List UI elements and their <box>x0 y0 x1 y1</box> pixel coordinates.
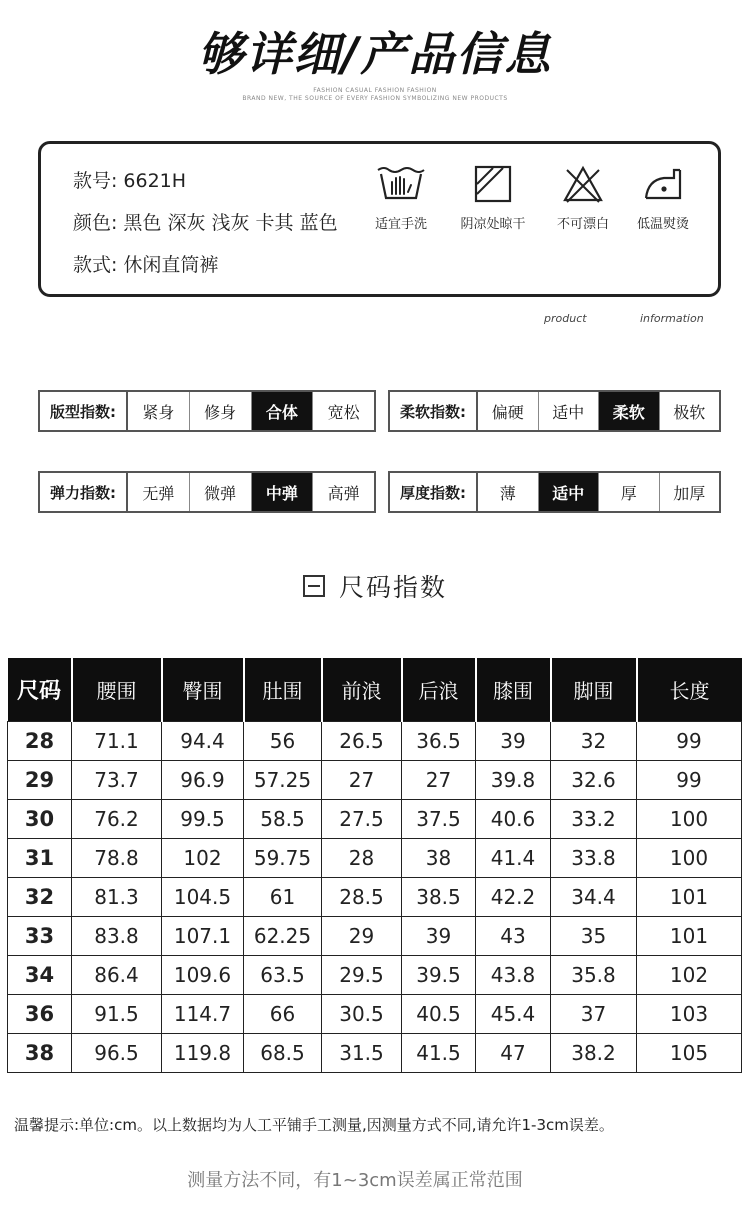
softness-option-soft: 柔软 <box>599 392 660 430</box>
size-cell: 38 <box>8 1033 72 1072</box>
table-row <box>8 955 742 994</box>
measurement-cell: 40.5 <box>402 994 476 1033</box>
measurement-cell: 101 <box>637 916 742 955</box>
measurement-cell: 35 <box>551 916 637 955</box>
measurement-cell: 102 <box>637 955 742 994</box>
thickness-index-scale <box>388 471 721 513</box>
subtitle-line-1: FASHION CASUAL FASHION FASHION <box>313 87 437 94</box>
type-line <box>73 250 218 277</box>
type-value: 休闲直筒裤 <box>123 254 219 276</box>
size-table-header-cell: 膝围 <box>476 658 551 721</box>
size-table-header-cell: 肚围 <box>244 658 322 721</box>
measurement-cell: 56 <box>244 721 322 760</box>
thickness-option-thick: 厚 <box>599 473 660 511</box>
measurement-cell: 43.8 <box>476 955 551 994</box>
measurement-cell: 27.5 <box>322 799 402 838</box>
elasticity-option-medium: 中弹 <box>252 473 314 511</box>
product-word: product <box>544 312 587 325</box>
measurement-cell: 38.2 <box>551 1033 637 1072</box>
measurement-cell: 38 <box>402 838 476 877</box>
care-hand-wash <box>361 164 441 232</box>
size-cell: 32 <box>8 877 72 916</box>
size-table-header-cell: 脚围 <box>551 658 637 721</box>
style-number-value: 6621H <box>123 170 187 192</box>
measurement-cell: 37.5 <box>402 799 476 838</box>
measurement-cell: 32.6 <box>551 760 637 799</box>
measurement-cell: 27 <box>402 760 476 799</box>
measurement-cell: 86.4 <box>72 955 162 994</box>
elasticity-option-none: 无弹 <box>128 473 190 511</box>
measurement-cell: 31.5 <box>322 1033 402 1072</box>
table-row <box>8 877 742 916</box>
measurement-cell: 59.75 <box>244 838 322 877</box>
fit-index-title: 版型指数: <box>40 392 128 430</box>
measurement-cell: 43 <box>476 916 551 955</box>
page-title: 够详细/产品信息 <box>197 27 553 81</box>
color-label: 颜色: <box>73 212 118 234</box>
measurement-cell: 81.3 <box>72 877 162 916</box>
measurement-cell: 100 <box>637 838 742 877</box>
elasticity-index-scale <box>38 471 376 513</box>
measurement-cell: 58.5 <box>244 799 322 838</box>
color-line <box>73 208 338 235</box>
measurement-cell: 73.7 <box>72 760 162 799</box>
measurement-cell: 34.4 <box>551 877 637 916</box>
care-label-low-iron: 低温熨烫 <box>636 217 689 232</box>
size-table-header-cell: 前浪 <box>322 658 402 721</box>
size-section-title: 尺码指数 <box>338 573 447 602</box>
table-row <box>8 799 742 838</box>
size-cell: 31 <box>8 838 72 877</box>
measurement-cell: 33.2 <box>551 799 637 838</box>
thickness-index-title: 厚度指数: <box>390 473 478 511</box>
measurement-cell: 28.5 <box>322 877 402 916</box>
measurement-tip: 温馨提示:单位:cm。以上数据均为人工平铺手工测量,因测量方式不同,请允许1-3cm误差。 <box>14 1116 614 1134</box>
measurement-cell: 29 <box>322 916 402 955</box>
measurement-cell: 27 <box>322 760 402 799</box>
table-row <box>8 994 742 1033</box>
measurement-cell: 66 <box>244 994 322 1033</box>
measurement-cell: 37 <box>551 994 637 1033</box>
table-row <box>8 760 742 799</box>
measurement-cell: 47 <box>476 1033 551 1072</box>
size-cell: 33 <box>8 916 72 955</box>
size-table-header-cell: 后浪 <box>402 658 476 721</box>
measurement-cell: 96.9 <box>162 760 244 799</box>
measurement-cell: 41.4 <box>476 838 551 877</box>
fit-index-scale <box>38 390 376 432</box>
fit-option-regular: 合体 <box>252 392 314 430</box>
measurement-cell: 99.5 <box>162 799 244 838</box>
care-label-hand-wash: 适宜手洗 <box>374 217 427 232</box>
measurement-cell: 32 <box>551 721 637 760</box>
measurement-cell: 100 <box>637 799 742 838</box>
size-table-header-cell: 腰围 <box>72 658 162 721</box>
color-value: 黑色 深灰 浅灰 卡其 蓝色 <box>123 212 338 234</box>
no-bleach-icon <box>561 164 605 204</box>
elasticity-option-high: 高弹 <box>327 483 360 503</box>
softness-option-very-soft: 极软 <box>673 402 706 422</box>
measurement-cell: 103 <box>637 994 742 1033</box>
style-number-label: 款号: <box>73 170 118 192</box>
thickness-option-thin: 薄 <box>478 473 539 511</box>
measurement-cell: 39 <box>476 721 551 760</box>
size-table-header-cell: 长度 <box>637 658 742 721</box>
measurement-cell: 68.5 <box>244 1033 322 1072</box>
measurement-cell: 94.4 <box>162 721 244 760</box>
softness-option-medium: 适中 <box>539 392 600 430</box>
thickness-option-medium: 适中 <box>539 473 600 511</box>
measurement-cell: 91.5 <box>72 994 162 1033</box>
size-cell: 28 <box>8 721 72 760</box>
thickness-option-extra-thick: 加厚 <box>673 483 706 503</box>
measurement-cell: 61 <box>244 877 322 916</box>
dry-in-shade-icon <box>473 164 513 204</box>
subtitle-line-2: BRAND NEW, THE SOURCE OF EVERY FASHION SYMBOLIZING NEW PRODUCTS <box>242 95 508 102</box>
fit-option-skinny: 紧身 <box>128 392 190 430</box>
care-low-iron <box>623 164 703 232</box>
measurement-cell: 30.5 <box>322 994 402 1033</box>
measurement-cell: 33.8 <box>551 838 637 877</box>
measurement-cell: 57.25 <box>244 760 322 799</box>
information-word: information <box>640 312 704 325</box>
minus-box-icon <box>303 575 325 597</box>
fit-option-loose: 宽松 <box>327 402 360 422</box>
size-table-header-cell: 尺码 <box>8 658 72 721</box>
measurement-cell: 26.5 <box>322 721 402 760</box>
measurement-cell: 36.5 <box>402 721 476 760</box>
page-subtitle <box>0 87 750 103</box>
size-cell: 30 <box>8 799 72 838</box>
size-cell: 34 <box>8 955 72 994</box>
measurement-cell: 101 <box>637 877 742 916</box>
measurement-cell: 35.8 <box>551 955 637 994</box>
size-cell: 29 <box>8 760 72 799</box>
softness-index-title: 柔软指数: <box>390 392 478 430</box>
table-row <box>8 838 742 877</box>
measurement-cell: 42.2 <box>476 877 551 916</box>
measurement-cell: 45.4 <box>476 994 551 1033</box>
size-table <box>7 658 742 1073</box>
type-label: 款式: <box>73 254 118 276</box>
care-no-bleach <box>543 164 623 232</box>
measurement-cell: 107.1 <box>162 916 244 955</box>
table-row <box>8 916 742 955</box>
elasticity-option-slight: 微弹 <box>190 473 252 511</box>
measurement-cell: 63.5 <box>244 955 322 994</box>
measurement-cell: 96.5 <box>72 1033 162 1072</box>
error-range-note: 测量方法不同，有1~3cm误差属正常范围 <box>187 1170 523 1191</box>
measurement-cell: 71.1 <box>72 721 162 760</box>
product-info-box <box>38 141 721 297</box>
measurement-cell: 102 <box>162 838 244 877</box>
table-row <box>8 721 742 760</box>
measurement-cell: 114.7 <box>162 994 244 1033</box>
low-temp-iron-icon <box>640 164 686 204</box>
measurement-cell: 78.8 <box>72 838 162 877</box>
measurement-cell: 105 <box>637 1033 742 1072</box>
softness-index-scale <box>388 390 721 432</box>
elasticity-index-title: 弹力指数: <box>40 473 128 511</box>
measurement-cell: 40.6 <box>476 799 551 838</box>
hand-wash-icon <box>375 164 427 204</box>
fit-option-slim: 修身 <box>190 392 252 430</box>
care-dry-shade <box>453 164 533 232</box>
measurement-cell: 104.5 <box>162 877 244 916</box>
measurement-cell: 41.5 <box>402 1033 476 1072</box>
measurement-cell: 99 <box>637 760 742 799</box>
size-section-header <box>0 568 750 604</box>
measurement-cell: 39 <box>402 916 476 955</box>
care-label-no-bleach: 不可漂白 <box>556 217 609 232</box>
measurement-cell: 99 <box>637 721 742 760</box>
size-table-header-row <box>8 658 742 721</box>
measurement-cell: 38.5 <box>402 877 476 916</box>
measurement-cell: 119.8 <box>162 1033 244 1072</box>
measurement-cell: 83.8 <box>72 916 162 955</box>
size-cell: 36 <box>8 994 72 1033</box>
size-table-header-cell: 臀围 <box>162 658 244 721</box>
care-label-dry-shade: 阴凉处晾干 <box>460 217 526 232</box>
measurement-cell: 29.5 <box>322 955 402 994</box>
style-number-line <box>73 166 186 193</box>
measurement-cell: 39.5 <box>402 955 476 994</box>
measurement-cell: 28 <box>322 838 402 877</box>
measurement-cell: 39.8 <box>476 760 551 799</box>
measurement-cell: 109.6 <box>162 955 244 994</box>
softness-option-stiff: 偏硬 <box>478 392 539 430</box>
table-row <box>8 1033 742 1072</box>
measurement-cell: 76.2 <box>72 799 162 838</box>
measurement-cell: 62.25 <box>244 916 322 955</box>
